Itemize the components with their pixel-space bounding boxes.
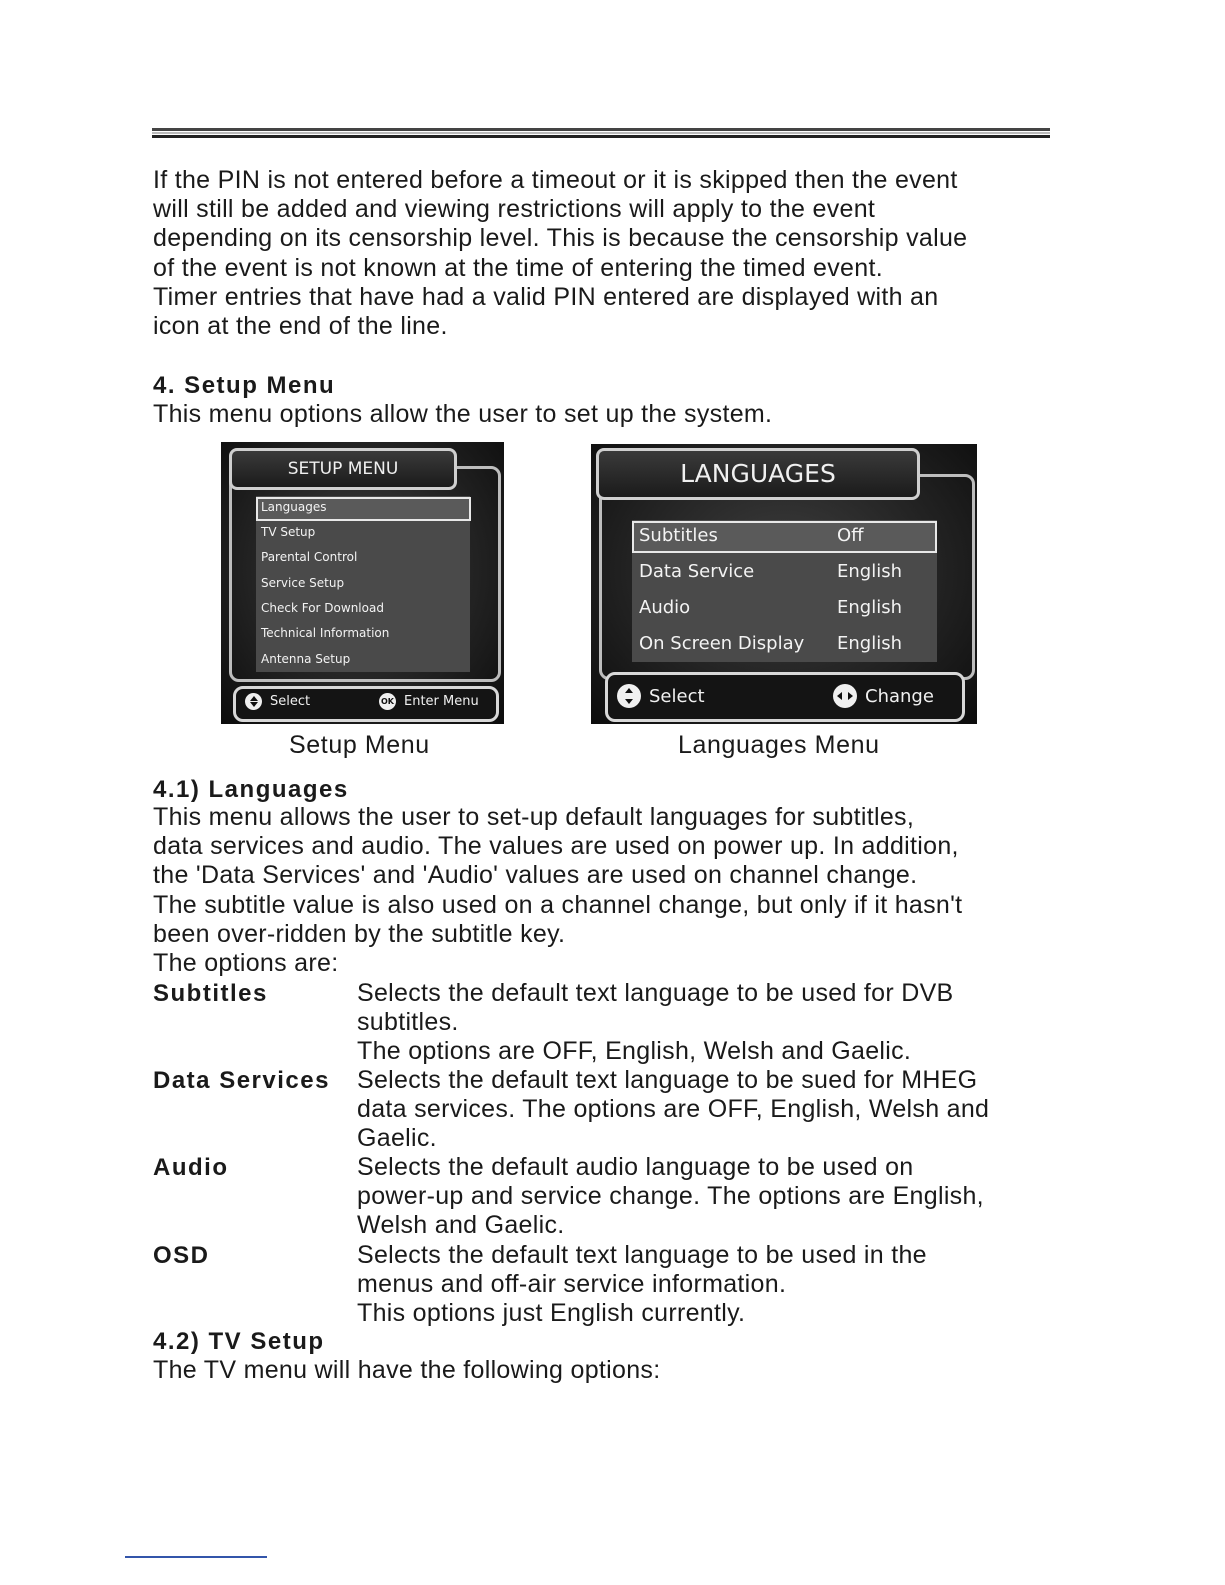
option-term: Data Services <box>153 1067 330 1094</box>
option-description <box>357 1153 984 1241</box>
languages-row-osd-label[interactable]: On Screen Display <box>639 633 805 654</box>
option-description <box>357 979 954 1067</box>
option-description-line: menus and off-air service information. <box>357 1270 787 1299</box>
languages-footer-change-label: Change <box>865 685 934 707</box>
languages-row-subtitles-value[interactable]: Off <box>837 525 864 546</box>
section-4-2-heading: 4.2) TV Setup <box>153 1328 325 1355</box>
setup-menu-item-technical-information[interactable]: Technical Information <box>261 626 390 640</box>
option-description-line: data services. The options are OFF, English, Welsh and <box>357 1095 990 1124</box>
left-right-arrow-icon <box>833 684 857 708</box>
option-description-line: Gaelic. <box>357 1124 437 1153</box>
languages-footer-change <box>833 684 934 708</box>
option-description <box>357 1241 927 1329</box>
languages-row-data-service-value[interactable]: English <box>837 561 902 582</box>
option-description-line: The options are OFF, English, Welsh and Gaelic. <box>357 1037 912 1066</box>
languages-footer-select-label: Select <box>649 685 705 707</box>
languages-menu-screenshot <box>591 444 977 724</box>
option-description-line: Welsh and Gaelic. <box>357 1211 565 1240</box>
languages-footer-select <box>617 684 705 708</box>
languages-row-audio-value[interactable]: English <box>837 597 902 618</box>
bottom-link-underline <box>125 1556 267 1558</box>
option-term: Subtitles <box>153 980 268 1007</box>
intro-line: icon at the end of the line. <box>153 312 448 341</box>
section-4-2-text: The TV menu will have the following options: <box>153 1356 661 1384</box>
option-term: OSD <box>153 1242 210 1269</box>
section-4-heading: 4. Setup Menu <box>153 372 336 399</box>
setup-menu-item-languages[interactable]: Languages <box>261 500 327 514</box>
paragraph-line: the 'Data Services' and 'Audio' values are used on channel change. <box>153 861 918 890</box>
languages-row-osd-value[interactable]: English <box>837 633 902 654</box>
paragraph-line: This menu allows the user to set-up default languages for subtitles, <box>153 803 915 831</box>
intro-paragraph <box>153 166 1063 341</box>
intro-line: Timer entries that have had a valid PIN entered are displayed with an <box>153 282 939 311</box>
option-term: Audio <box>153 1154 229 1181</box>
setup-footer-enter-label: Enter Menu <box>404 694 479 709</box>
paragraph-line: The subtitle value is also used on a channel change, but only if it hasn't <box>153 890 963 919</box>
setup-menu-title: SETUP MENU <box>229 448 457 490</box>
setup-menu-item-antenna-setup[interactable]: Antenna Setup <box>261 652 351 666</box>
setup-menu-caption: Setup Menu <box>289 731 430 759</box>
intro-line: depending on its censorship level. This is because the censorship value <box>153 224 968 253</box>
languages-menu-title: LANGUAGES <box>596 448 920 500</box>
section-4-text: This menu options allow the user to set up the system. <box>153 400 773 428</box>
option-description-line: Selects the default text language to be sued for MHEG <box>357 1066 978 1094</box>
setup-footer-select-label: Select <box>270 694 311 709</box>
setup-menu-item-check-for-download[interactable]: Check For Download <box>261 601 384 615</box>
languages-row-data-service-label[interactable]: Data Service <box>639 561 755 582</box>
languages-row-subtitles-label[interactable]: Subtitles <box>639 525 718 546</box>
section-4-1-paragraph <box>153 803 1063 978</box>
option-description-line: Selects the default audio language to be used on <box>357 1153 914 1181</box>
setup-footer-select <box>245 693 310 710</box>
setup-menu-item-service-setup[interactable]: Service Setup <box>261 576 345 590</box>
ok-button-icon: OK <box>379 693 396 710</box>
up-down-arrow-icon <box>245 693 262 710</box>
setup-menu-screenshot <box>221 442 504 724</box>
option-description-line: Selects the default text language to be used in the <box>357 1241 927 1269</box>
setup-menu-item-tv-setup[interactable]: TV Setup <box>261 525 316 539</box>
option-description <box>357 1066 989 1154</box>
intro-line: of the event is not known at the time of entering the timed event. <box>153 253 883 282</box>
intro-line: If the PIN is not entered before a timeout or it is skipped then the event <box>153 166 958 194</box>
paragraph-line: The options are: <box>153 949 339 978</box>
intro-line: will still be added and viewing restrictions will apply to the event <box>153 195 876 224</box>
languages-row-audio-label[interactable]: Audio <box>639 597 691 618</box>
up-down-arrow-icon <box>617 684 641 708</box>
section-4-1-heading: 4.1) Languages <box>153 776 349 803</box>
option-description-line: This options just English currently. <box>357 1299 746 1328</box>
languages-menu-caption: Languages Menu <box>678 731 880 759</box>
option-description-line: Selects the default text language to be used for DVB <box>357 979 954 1007</box>
paragraph-line: data services and audio. The values are used on power up. In addition, <box>153 832 959 861</box>
top-rule <box>152 128 1050 140</box>
setup-menu-item-parental-control[interactable]: Parental Control <box>261 550 358 564</box>
paragraph-line: been over-ridden by the subtitle key. <box>153 919 566 948</box>
setup-footer-enter <box>379 693 479 710</box>
option-description-line: subtitles. <box>357 1008 459 1037</box>
option-description-line: power-up and service change. The options are English, <box>357 1182 984 1211</box>
